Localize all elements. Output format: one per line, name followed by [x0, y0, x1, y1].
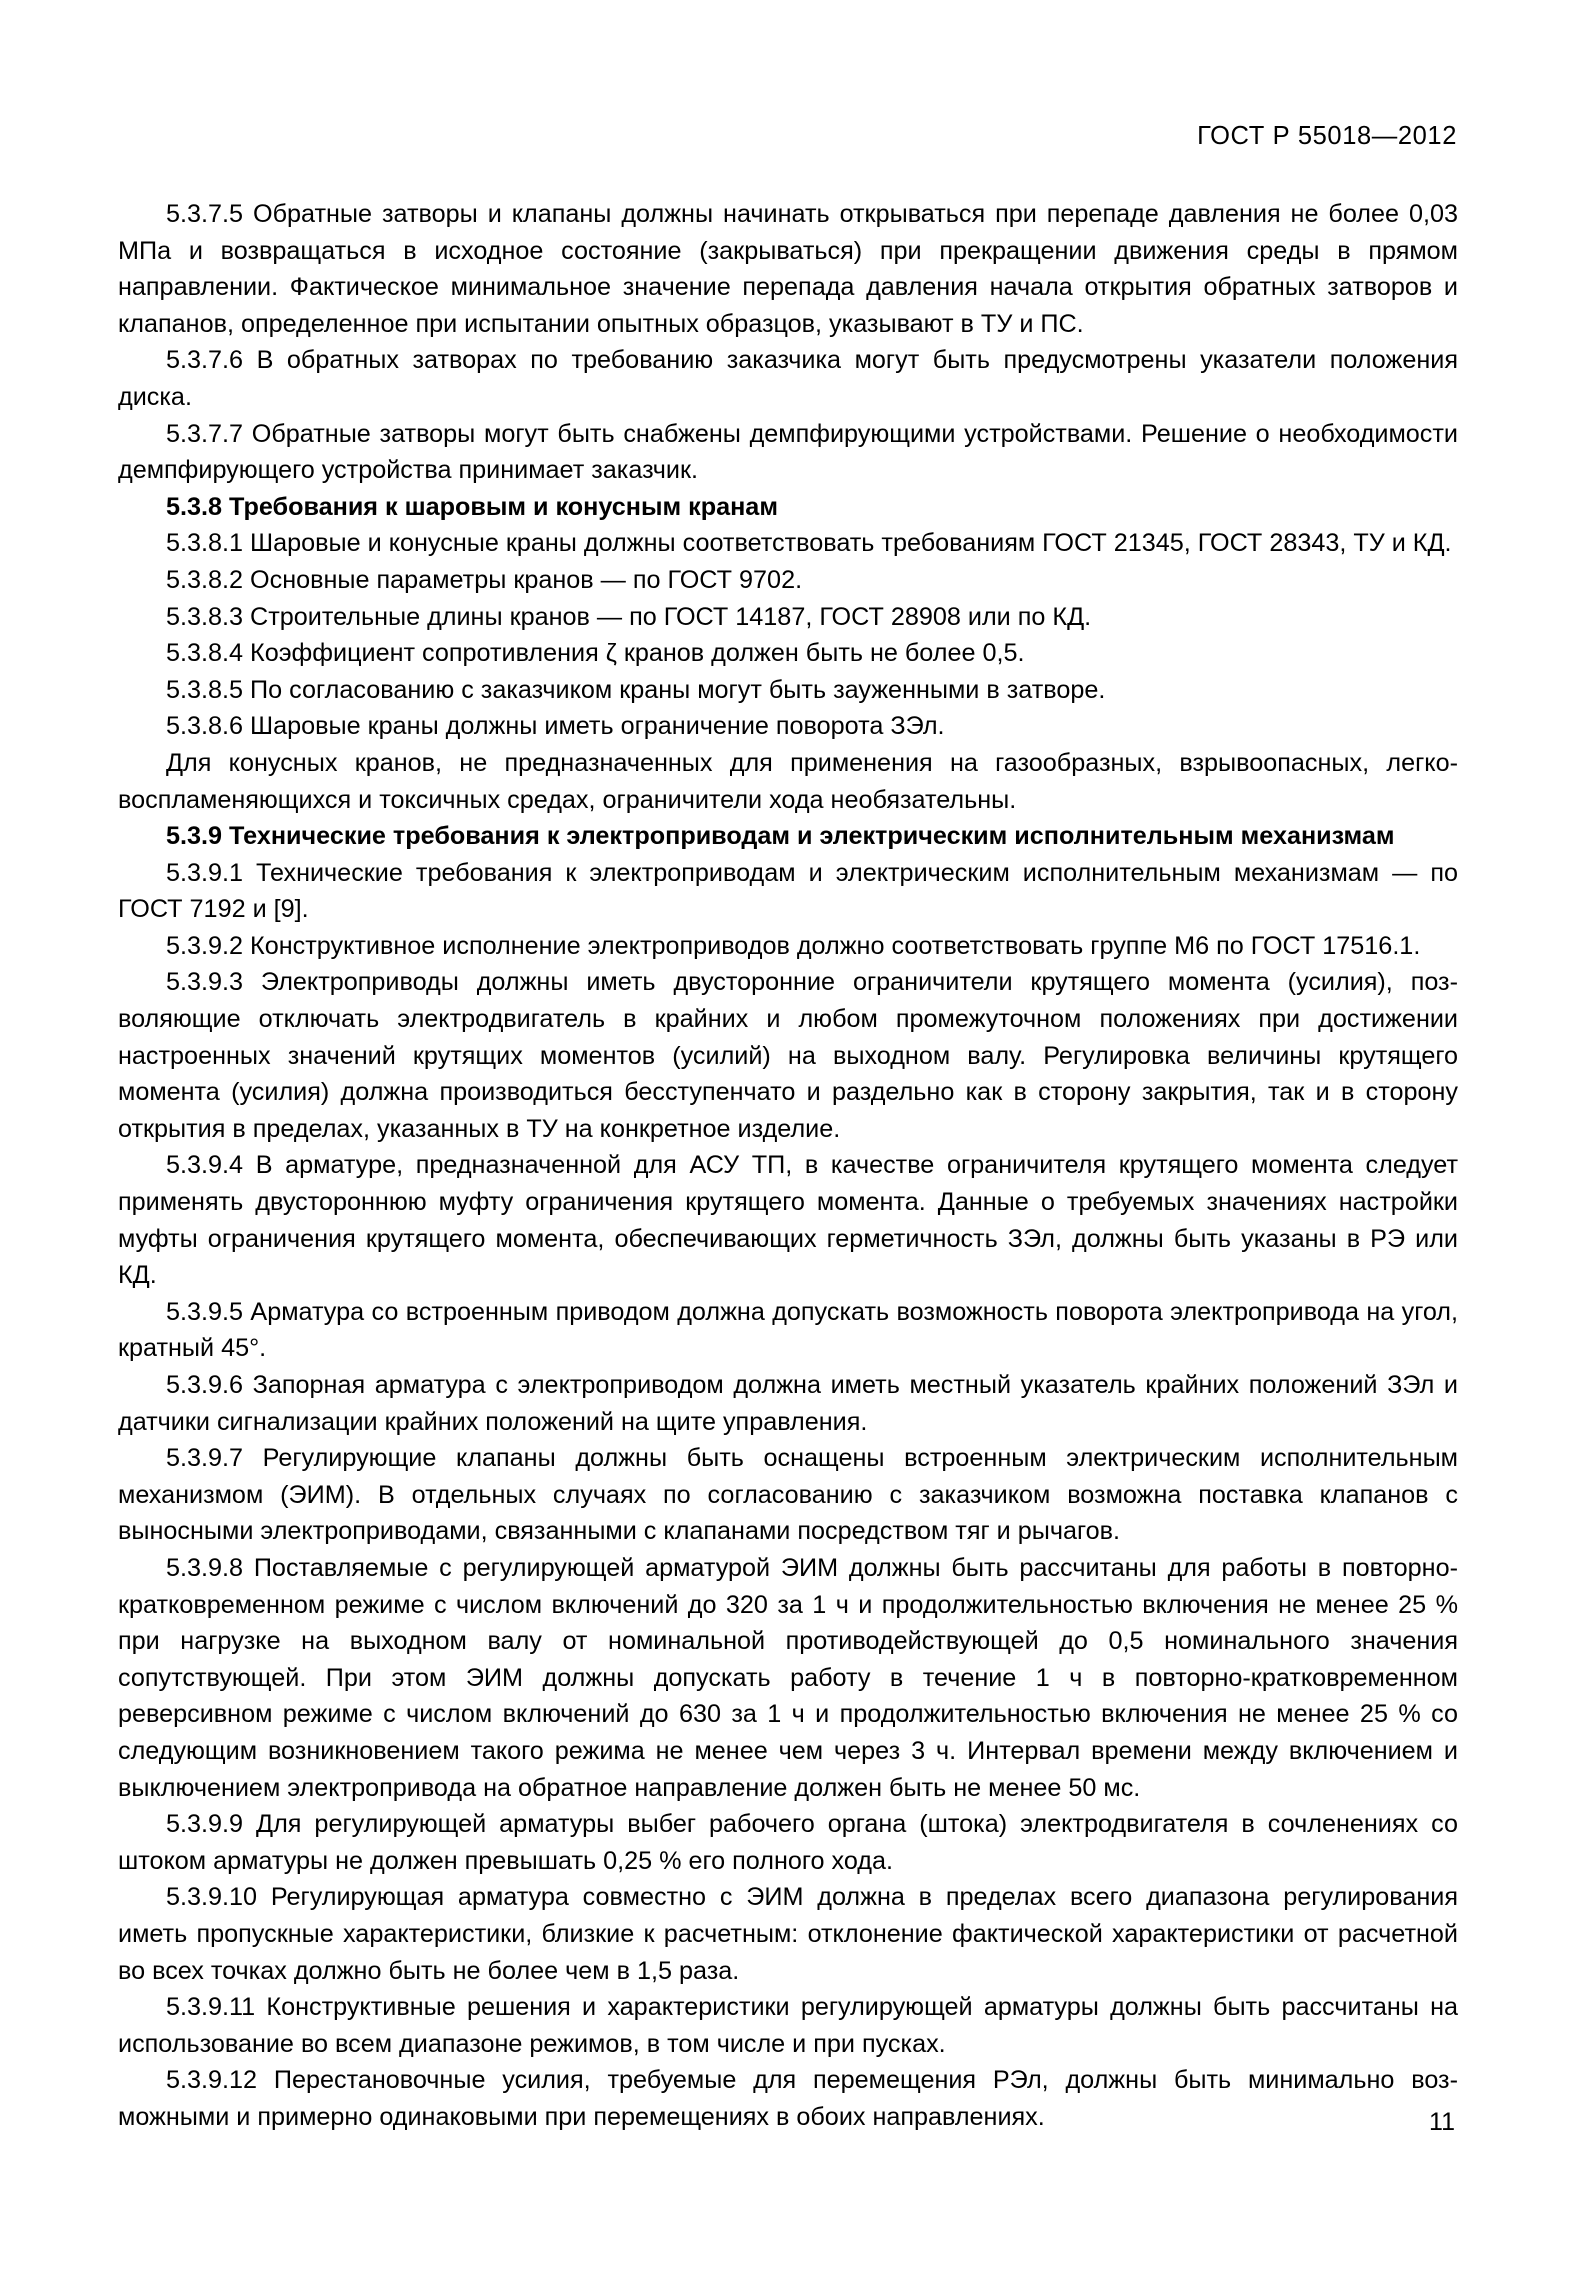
paragraph-konusnye-krany: Для конусных кранов, не предназначенных для применения на газообразных, взрывоопасных, легковоспламеняющихся и токсичных средах, ограничители хода необязательны.: [118, 748, 1458, 814]
paragraph-5-3-8-1: 5.3.8.1 Шаровые и конусные краны должны соответствовать требованиям ГОСТ 21345, ГОСТ 28343, ТУ и КД.: [166, 529, 1452, 558]
paragraph-5-3-7-6: 5.3.7.6 В обратных затворах по требованию заказчика могут быть предусмотрены указатели положения диска.: [118, 346, 1458, 411]
paragraph-5-3-8-5: 5.3.8.5 По согласованию с заказчиком краны могут быть зауженными в затворе.: [166, 675, 1106, 704]
paragraph-5-3-8-2: 5.3.8.2 Основные параметры кранов — по ГОСТ 9702.: [166, 565, 803, 594]
paragraph-5-3-9-10: 5.3.9.10 Регулирующая арматура совместно с ЭИМ должна в пределах всего диапазона регулирования иметь пропускные характеристики, близкие к расчетным: отклонение фактической характеристики от расчетной во всех точках должно быть не более чем в 1,5 раза.: [118, 1883, 1458, 1985]
paragraph-5-3-8-4: 5.3.8.4 Коэффициент сопротивления ζ кранов должен быть не более 0,5.: [166, 639, 1025, 668]
paragraph-5-3-9-5: 5.3.9.5 Арматура со встроенным приводом должна допускать возможность поворота электропривода на угол, кратный 45°.: [118, 1297, 1458, 1363]
paragraph-5-3-8-3: 5.3.8.3 Строительные длины кранов — по ГОСТ 14187, ГОСТ 28908 или по КД.: [166, 602, 1092, 631]
paragraph-5-3-9-7: 5.3.9.7 Регулирующие клапаны должны быть оснащены встроенным электрическим исполнительным механизмом (ЭИМ). В отдельных случаях по согласованию с заказчиком возможна поставка клапанов с выносными электроприводами, связанными с клапанами посредством тяг и рычагов.: [118, 1444, 1458, 1546]
paragraph-5-3-9-8: 5.3.9.8 Поставляемые с регулирующей арматурой ЭИМ должны быть рассчитаны для работы в повторно-кратковременном режиме с числом включений до 320 за 1 ч и продолжительностью включения не менее 25 % при нагрузке на выходном валу от номинальной противодействующей до 0,5 номинального значения сопутствующей. При этом ЭИМ должны допускать работу в течение 1 ч в повторно-кратковременном реверсивном режиме с числом включений до 630 за 1 ч и продолжительностью включения не менее 25 % со следующим возникновением такого режима не менее чем через 3 ч. Интервал времени между включением и выключением электропривода на обратное направление должен быть не менее 50 мс.: [118, 1553, 1458, 1802]
heading-5-3-8: 5.3.8 Требования к шаровым и конусным кранам: [166, 492, 778, 521]
heading-5-3-9: 5.3.9 Технические требования к электроприводам и электрическим исполнительным механизмам: [166, 822, 1395, 851]
paragraph-5-3-7-5: 5.3.7.5 Обратные затворы и клапаны должны начинать открываться при перепаде давления не более 0,03 МПа и возвращаться в исходное состояние (закрываться) при прекращении движения среды в прямом направлении. Фактическое минимальное значение перепада давления начала открытия обратных затворов и клапанов, определенное при испытании опытных образцов, указывают в ТУ и ПС.: [118, 200, 1458, 338]
paragraph-5-3-9-11: 5.3.9.11 Конструктивные решения и характеристики регулирующей арматуры должны быть рассчитаны на использование во всем диапазоне режимов, в том числе и при пусках.: [118, 1993, 1458, 2058]
paragraph-5-3-9-9: 5.3.9.9 Для регулирующей арматуры выбег рабочего органа (штока) электродвигателя в сочленениях со штоком арматуры не должен превышать 0,25 % его полного хода.: [118, 1810, 1458, 1875]
paragraph-5-3-9-3: 5.3.9.3 Электроприводы должны иметь двусторонние ограничители крутящего момента (усилия), позволяющие отключать электродвигатель в крайних и любом промежуточном положениях при достижении настроенных значений крутящих моментов (усилий) на выходном валу. Регулировка величины крутящего момента (усилия) должна производиться бесступенчато и раздельно как в сторону закрытия, так и в сторону открытия в пределах, указанных в ТУ на конкретное изделие.: [118, 968, 1458, 1143]
document-body: [118, 196, 1458, 2135]
paragraph-5-3-9-1: 5.3.9.1 Технические требования к электроприводам и электрическим исполнительным механизмам — по ГОСТ 7192 и [9].: [118, 858, 1458, 924]
paragraph-5-3-9-6: 5.3.9.6 Запорная арматура с электроприводом должна иметь местный указатель крайних положений ЗЭл и датчики сигнализации крайних положений на щите управления.: [118, 1371, 1458, 1436]
paragraph-5-3-8-6: 5.3.8.6 Шаровые краны должны иметь ограничение поворота ЗЭл.: [166, 712, 945, 741]
page-header-standard-number: ГОСТ Р 55018—2012: [1197, 122, 1457, 150]
paragraph-5-3-9-4: 5.3.9.4 В арматуре, предназначенной для АСУ ТП, в качестве ограничителя крутящего момента следует применять двустороннюю муфту ограничения крутящего момента. Данные о требуемых значениях настройки муфты ограничения крутящего момента, обеспечивающих герметичность ЗЭл, должны быть указаны в РЭ или КД.: [118, 1151, 1458, 1290]
paragraph-5-3-9-12: 5.3.9.12 Перестановочные усилия, требуемые для перемещения РЭл, должны быть минимально возможными и примерно одинаковыми при перемещениях в обоих направлениях.: [118, 2066, 1458, 2131]
paragraph-5-3-9-2: 5.3.9.2 Конструктивное исполнение электроприводов должно соответствовать группе М6 по ГОСТ 17516.1.: [166, 931, 1421, 960]
paragraph-5-3-7-7: 5.3.7.7 Обратные затворы могут быть снабжены демпфирующими устройствами. Решение о необходимости демпфирующего устройства принимает заказчик.: [118, 419, 1458, 485]
page-number: 11: [1429, 2108, 1455, 2136]
